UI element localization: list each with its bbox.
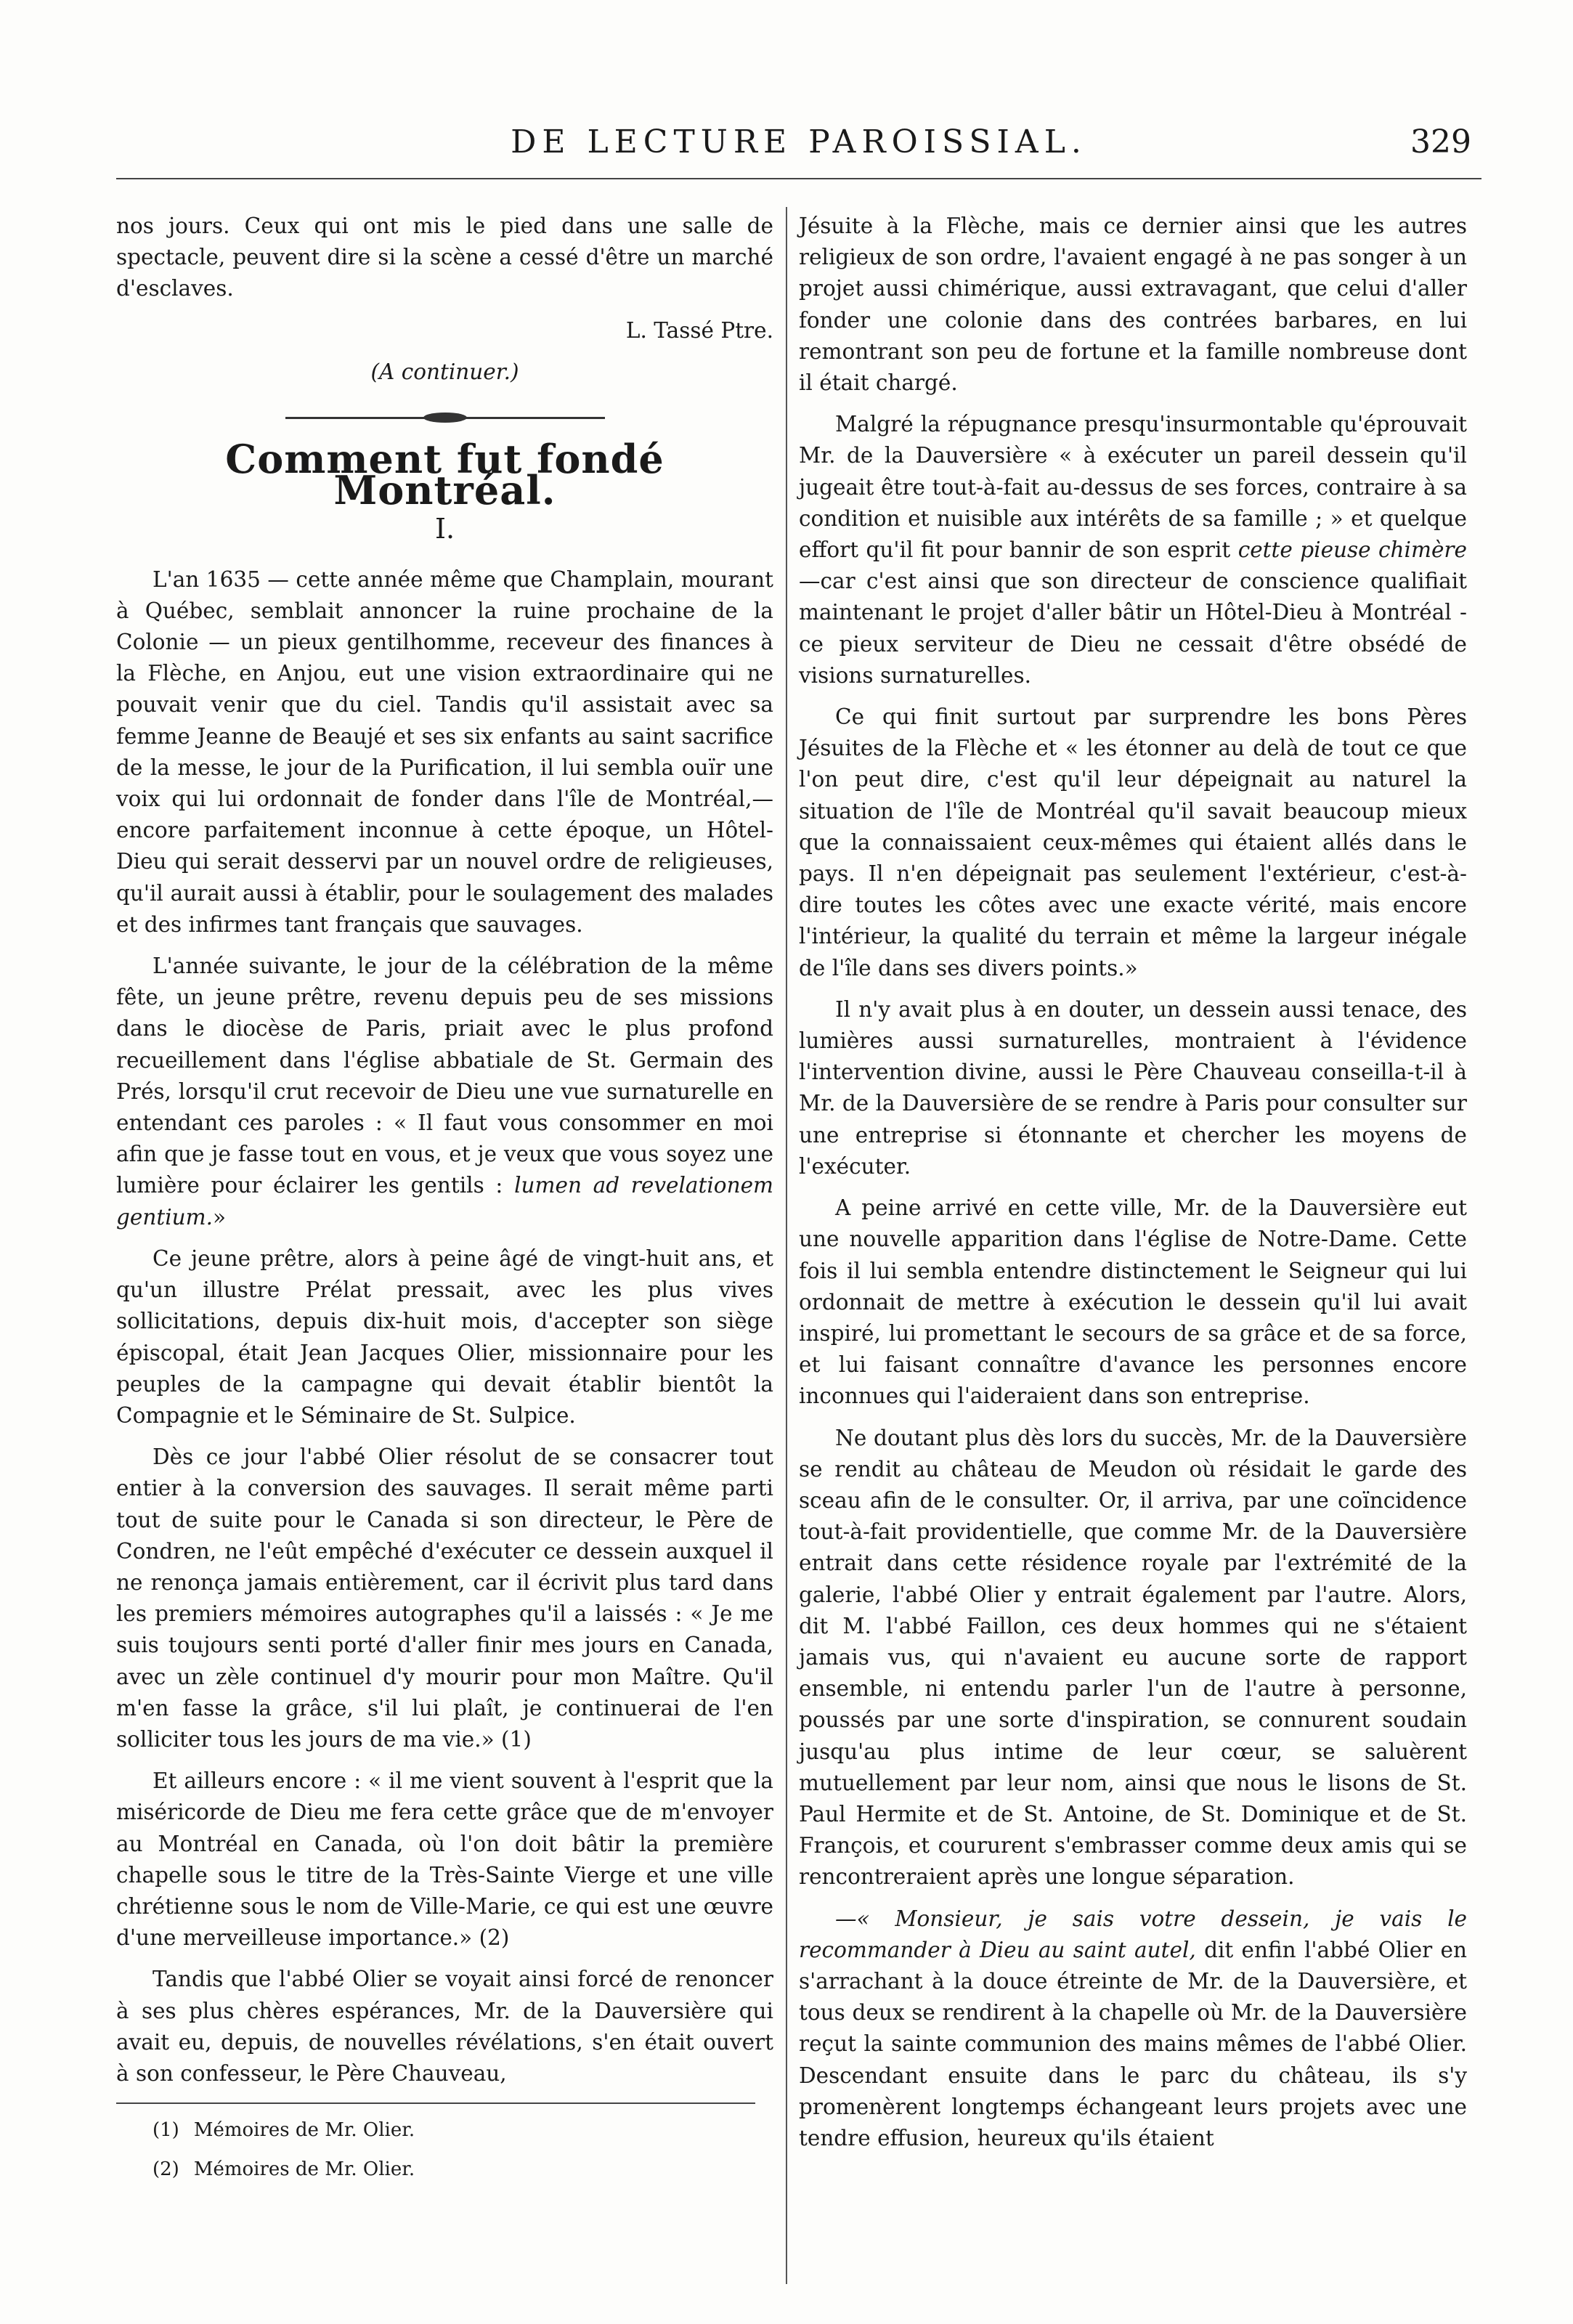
paragraph — [116, 951, 773, 1233]
footnote — [116, 2155, 773, 2184]
paragraph: Ce qui finit surtout par surprendre les bons Pères Jésuites de la Flèche et « les étonner au delà de tout ce que l'on peut dire, c'est qu'il leur dépeignait au naturel la situation de l'île de Montréal qu'il savait beaucoup mieux que la connaissaient ceux-mêmes qui étaient allés dans le pays. Il n'en dépeignait pas seulement l'extérieur, c'est-à-dire toutes les côtes avec une exacte vérité, mais encore l'intérieur, la qualité du terrain et même la largeur inégale de l'île dans ses divers points.» — [799, 704, 1467, 980]
section-number: I. — [434, 513, 455, 545]
text-run: dit enfin l'abbé Olier en s'arrachant à la douce étreinte de Mr. de la Dauversière, et tous deux se rendirent à la chapelle où Mr. de la Dauversière reçut la sainte communion des mains mêmes de l'abbé Olier. Descendant ensuite dans le parc du château, ils s'y promenèrent longtemps échangeant leurs projets avec une tendre effusion, heureux qu'ils étaient — [799, 1937, 1468, 2150]
column-divider — [786, 207, 787, 2284]
paragraph: Tandis que l'abbé Olier se voyait ainsi forcé de renoncer à ses plus chères espérances, Mr. de la Dauversière qui avait eu, depuis, de nouvelles révélations, s'en était ouvert à son confesseur, le Père Chauveau, — [116, 1967, 773, 2086]
page-number: 329 — [1410, 123, 1471, 161]
left-column — [116, 211, 773, 2194]
latin-quote: lumen ad revelationem gentium. — [116, 1173, 773, 1230]
footnote-text: Mémoires de Mr. Olier. — [193, 2158, 415, 2181]
to-be-continued-note: (A continuer.) — [370, 359, 519, 384]
text-run: » — [212, 1204, 227, 1230]
text-run: L'année suivante, le jour de la célébration de la même fête, un jeune prêtre, revenu depuis peu de ses missions dans le diocèse de Paris, priait avec le plus profond recueillement dans l'église abbatiale de St. Germain des Prés, lorsqu'il crut recevoir de Dieu une vue surnaturelle en entendant ces paroles : « Il faut vous consommer en moi afin que je fasse tout en vous, et je veux que vous soyez une lumière pour éclairer les gentils : — [116, 954, 773, 1198]
paragraph: A peine arrivé en cette ville, Mr. de la Dauversière eut une nouvelle apparition dans l'église de Notre-Dame. Cette fois il lui sembla entendre distinctement le Seigneur qui lui ordonnait de mettre à exécution le dessein qu'il lui avait inspiré, lui promettant le secours de sa grâce et de sa force, et lui faisant connaître d'avance les personnes encore inconnues qui l'aideraient dans son entreprise. — [799, 1195, 1467, 1409]
footnote-text: Mémoires de Mr. Olier. — [193, 2119, 415, 2142]
header-rule — [116, 178, 1481, 179]
author-signature: L. Tassé Ptre. — [625, 317, 773, 343]
paragraph: Ce jeune prêtre, alors à peine âgé de vingt-huit ans, et qu'un illustre Prélat pressait, avec les plus vives sollicitations, depuis dix-huit mois, d'accepter son siège épiscopal, était Jean Jacques Olier, missionnaire pour les peuples de la campagne qui devait établir bientôt la Compagnie et le Séminaire de St. Sulpice. — [116, 1246, 773, 1428]
footnote-mark: (1) — [153, 2119, 179, 2142]
paragraph: Il n'y avait plus à en douter, un dessein aussi tenace, des lumières aussi surnaturelles, montraient à l'évidence l'intervention divine, aussi le Père Chauveau conseilla-t-il à Mr. de la Dauversière de se rendre à Paris pour consulter sur une entreprise si étonnante et chercher les moyens de l'exécuter. — [799, 996, 1467, 1179]
paragraph: Dès ce jour l'abbé Olier résolut de se consacrer tout entier à la conversion des sauvages. Il serait même parti tout de suite pour le Canada si son directeur, le Père de Condren, ne l'eût empêché d'exécuter ce dessein auxquel il ne renonça jamais entièrement, car il écrivit plus tard dans les premiers mémoires autographes qu'il a laissés : « Je me suis toujours senti porté d'aller finir mes jours en Canada, avec un zèle continuel d'y mourir pour mon Maître. Qu'il m'en fasse la grâce, s'il lui plaît, je continuerai de l'en solliciter tous les jours de ma vie.» (1) — [116, 1445, 773, 1752]
italic-quote: —« Monsieur, je sais votre dessein, je vais le recommander à Dieu au saint autel, — [799, 1906, 1467, 1962]
previous-article-ending: nos jours. Ceux qui ont mis le pied dans une salle de spectacle, peuvent dire si la scène a cessé d'être un marché d'esclaves. — [116, 214, 773, 301]
paragraph: L'an 1635 — cette année même que Champlain, mourant à Québec, semblait annoncer la ruine prochaine de la Colonie — un pieux gentilhomme, receveur des finances à la Flèche, en Anjou, eut une vision extraordinaire qui ne pouvait venir que du ciel. Tandis qu'il assistait avec sa femme Jeanne de Beaujé et ses six enfants au saint sacrifice de la messe, le jour de la Purification, il lui sembla ouïr une voix qui lui ordonnait de fonder dans l'île de Montréal,—encore parfaitement inconnue à cette époque, un Hôtel-Dieu qui serait desservi par un nouvel ordre de religieuses, qu'il aurait aussi à établir, pour le soulagement des malades et des infirmes tant français que sauvages. — [116, 566, 773, 937]
footnote-mark: (2) — [153, 2158, 179, 2181]
paragraph — [799, 409, 1467, 691]
paragraph: Et ailleurs encore : « il me vient souvent à l'esprit que la miséricorde de Dieu me fera cette grâce que de m'envoyer au Montréal en Canada, où l'on doit bâtir la première chapelle sous le titre de la Très-Sainte Vierge et une ville chrétienne sous le nom de Ville-Marie, ce qui est une œuvre d'une merveilleuse importance.» (2) — [116, 1768, 773, 1951]
footnote-rule — [116, 2102, 755, 2104]
paragraph: Jésuite à la Flèche, mais ce dernier ainsi que les autres religieux de son ordre, l'avaient engagé à ne pas songer à un projet aussi chimérique, aussi extravagant, que celui d'aller fonder une colonie dans des contrées barbares, en lui remontrant son peu de fortune et la famille nombreuse dont il était chargé. — [799, 214, 1467, 396]
italic-phrase: cette pieuse chimère — [1237, 537, 1467, 563]
right-column — [799, 211, 1467, 2164]
article-title: Comment fut fondé Montréal. — [225, 436, 664, 514]
text-run: Malgré la répugnance presqu'insurmontable qu'éprouvait Mr. de la Dauversière « à exécuter un pareil dessein qu'il jugeait être tout-à-fait au-dessus de ses forces, contraire à sa condition et nuisible aux intérêts de sa famille ; » et quelque effort qu'il fit pour bannir de son esprit — [799, 412, 1467, 563]
footnote — [116, 2116, 773, 2145]
ornamental-divider — [285, 417, 605, 422]
running-head: DE LECTURE PAROISSIAL. — [511, 123, 1087, 161]
paragraph — [799, 1904, 1467, 2155]
paragraph: Ne doutant plus dès lors du succès, Mr. de la Dauversière se rendit au château de Meudon où résidait le garde des sceau afin de le consulter. Or, il arriva, par une coïncidence tout-à-fait providentielle, que comme Mr. de la Dauversière entrait dans cette résidence royale par l'extrémité de la galerie, l'abbé Olier y entrait également par l'autre. Alors, dit M. l'abbé Faillon, ces deux hommes qui ne s'étaient jamais vus, qui n'avaient eu aucune sorte de rapport ensemble, ni entendu parler l'un de l'autre à personne, poussés par une sorte d'inspiration, se connurent soudain jusqu'au plus intime de leur cœur, se saluèrent mutuellement par leur nom, ainsi que nous le lisons de St. Paul Hermite et de St. Antoine, de St. Dominique et de St. François, et coururent s'embrasser comme deux amis qui se rencontreraient après une longue séparation. — [799, 1425, 1467, 1890]
text-run: —car c'est ainsi que son directeur de conscience qualifiait maintenant le projet d'aller bâtir un Hôtel-Dieu à Montréal - ce pieux serviteur de Dieu ne cessait d'être obsédé de visions surnaturelles. — [799, 569, 1467, 688]
